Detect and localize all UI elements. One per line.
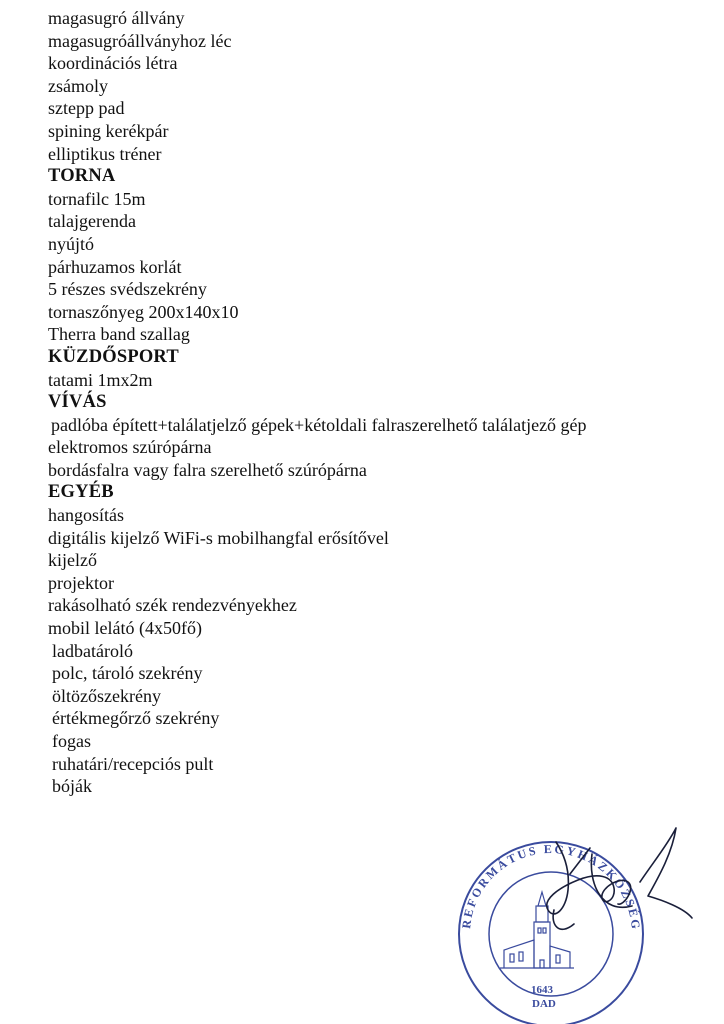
list-item: projektor — [48, 572, 114, 593]
list-item: zsámoly — [48, 75, 108, 96]
list-item: tornaszőnyeg 200x140x10 — [48, 301, 239, 322]
list-item: hangosítás — [48, 505, 124, 526]
seal-ring-text: REFORMÁTUS EGYHÁZKÖZSÉG — [459, 841, 644, 932]
list-item: bordásfalra vagy falra szerelhető szúrópárna — [48, 459, 367, 480]
list-item: tornafilc 15m — [48, 188, 146, 209]
list-item: bóják — [52, 776, 92, 797]
section-heading: TORNA — [48, 166, 116, 187]
list-item: 5 részes svédszekrény — [48, 279, 207, 300]
list-item: ruhatári/recepciós pult — [52, 753, 214, 774]
section-heading: VÍVÁS — [48, 392, 107, 413]
section-heading: EGYÉB — [48, 482, 114, 503]
list-item: értékmegőrző szekrény — [52, 708, 220, 729]
list-item: magasugró állvány — [48, 8, 185, 28]
equipment-list — [48, 7, 587, 798]
list-item: sztepp pad — [48, 98, 125, 119]
seal-stamp — [452, 814, 700, 1024]
list-item: magasugróállványhoz léc — [48, 30, 232, 51]
list-item: koordinációs létra — [48, 53, 178, 74]
list-item: ladbatároló — [52, 640, 133, 661]
list-item: fogas — [52, 731, 91, 751]
list-item: elektromos szúrópárna — [48, 437, 212, 458]
seal-place: DAD — [532, 998, 556, 1010]
list-item: tatami 1mx2m — [48, 369, 153, 390]
list-item: polc, tároló szekrény — [52, 663, 203, 684]
list-item: mobil lelátó (4x50fő) — [48, 618, 202, 639]
list-item: Therra band szallag — [48, 324, 190, 345]
seal-year: 1643 — [531, 984, 553, 996]
list-item: spining kerékpár — [48, 120, 169, 141]
section-heading: KÜZDŐSPORT — [48, 346, 179, 367]
list-item: elliptikus tréner — [48, 143, 162, 164]
list-item: öltözőszekrény — [52, 685, 161, 706]
list-item: párhuzamos korlát — [48, 256, 182, 277]
list-item: rakásolható szék rendezvényekhez — [48, 595, 297, 616]
list-item: digitális kijelző WiFi-s mobilhangfal erősítővel — [48, 527, 389, 548]
list-item: padlóba épített+találatjelző gépek+kétoldali falraszerelhető találatjező gép — [51, 414, 587, 435]
list-item: talajgerenda — [48, 211, 136, 232]
list-item: nyújtó — [48, 233, 95, 254]
list-item: kijelző — [48, 550, 97, 571]
